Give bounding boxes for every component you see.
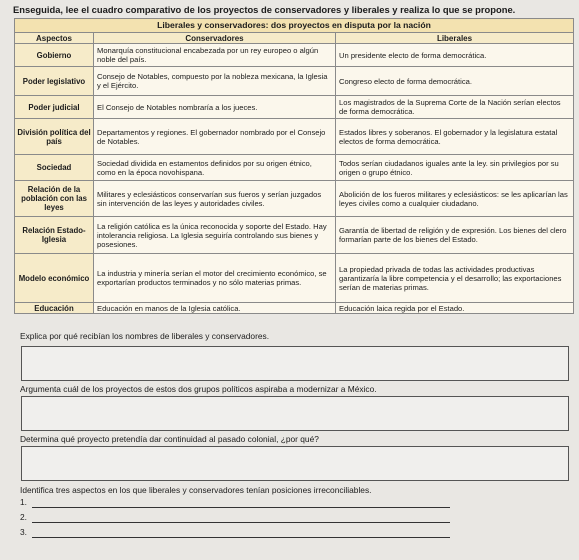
liberales-cell: La propiedad privada de todas las actividades productivas garantizaría la libre competencia y el desarrollo; las exportaciones serían de materias primas. (336, 254, 574, 303)
liberales-cell: Estados libres y soberanos. El gobernador y la legislatura estatal electos de forma democrática. (336, 119, 574, 155)
aspect-cell: Poder judicial (15, 96, 94, 119)
liberales-cell: Un presidente electo de forma democrática. (336, 44, 574, 67)
table-row (15, 155, 574, 181)
conservadores-cell: Militares y eclesiásticos conservarían sus fueros y serían juzgados sin intervención de las leyes y autoridades civiles. (94, 181, 336, 217)
table-row (15, 67, 574, 96)
column-header-aspectos: Aspectos (15, 33, 94, 44)
instruction-text: Enseguida, lee el cuadro comparativo de los proyectos de conservadores y liberales y realiza lo que se propone. (13, 4, 516, 15)
answer-line-3[interactable] (32, 525, 450, 538)
question-4-text: Identifica tres aspectos en los que liberales y conservadores tenían posiciones irreconciliables. (20, 485, 372, 495)
liberales-cell: Educación laica regida por el Estado. (336, 303, 574, 314)
liberales-cell: Congreso electo de forma democrática. (336, 67, 574, 96)
liberales-cell: Abolición de los fueros militares y eclesiásticos: se les aplicarían las leyes civiles como a cualquier ciudadano. (336, 181, 574, 217)
conservadores-cell: Sociedad dividida en estamentos definidos por su origen étnico, como en la época novohispana. (94, 155, 336, 181)
aspect-cell: Relación Estado-Iglesia (15, 217, 94, 254)
conservadores-cell: Departamentos y regiones. El gobernador nombrado por el Consejo de Notables. (94, 119, 336, 155)
answer-box-2[interactable] (21, 396, 569, 431)
answer-box-3[interactable] (21, 446, 569, 481)
answer-line-2[interactable] (32, 510, 450, 523)
column-header-liberales: Liberales (336, 33, 574, 44)
conservadores-cell: La industria y minería serían el motor del crecimiento económico, se exportarían productos terminados y no sólo materias primas. (94, 254, 336, 303)
comparison-table (14, 18, 574, 314)
aspect-cell: Poder legislativo (15, 67, 94, 96)
table-row (15, 44, 574, 67)
table-title: Liberales y conservadores: dos proyectos en disputa por la nación (15, 19, 574, 33)
aspect-cell: Sociedad (15, 155, 94, 181)
question-2-text: Argumenta cuál de los proyectos de estos dos grupos políticos aspiraba a modernizar a México. (20, 384, 377, 394)
answer-line-label-2: 2. (20, 512, 27, 522)
table-row (15, 181, 574, 217)
liberales-cell: Garantía de libertad de religión y de expresión. Los bienes del clero formarían parte de los bienes del Estado. (336, 217, 574, 254)
aspect-cell: Relación de la población con las leyes (15, 181, 94, 217)
aspect-cell: Educación (15, 303, 94, 314)
conservadores-cell: La religión católica es la única reconocida y soporte del Estado. Hay intolerancia religiosa. La Iglesia seguiría controlando sus bienes y posesiones. (94, 217, 336, 254)
question-3-text: Determina qué proyecto pretendía dar continuidad al pasado colonial, ¿por qué? (20, 434, 319, 444)
conservadores-cell: Monarquía constitucional encabezada por un rey europeo o algún noble del país. (94, 44, 336, 67)
liberales-cell: Los magistrados de la Suprema Corte de la Nación serían electos de forma democrática. (336, 96, 574, 119)
answer-line-1[interactable] (32, 495, 450, 508)
table-row (15, 303, 574, 314)
conservadores-cell: El Consejo de Notables nombraría a los jueces. (94, 96, 336, 119)
table-row (15, 96, 574, 119)
answer-line-label-3: 3. (20, 527, 27, 537)
aspect-cell: División política del país (15, 119, 94, 155)
table-row (15, 119, 574, 155)
liberales-cell: Todos serían ciudadanos iguales ante la ley. sin privilegios por su origen o grupo étnico. (336, 155, 574, 181)
aspect-cell: Modelo económico (15, 254, 94, 303)
conservadores-cell: Consejo de Notables, compuesto por la nobleza mexicana, la Iglesia y el Ejército. (94, 67, 336, 96)
answer-line-label-1: 1. (20, 497, 27, 507)
conservadores-cell: Educación en manos de la Iglesia católica. (94, 303, 336, 314)
question-1-text: Explica por qué recibían los nombres de liberales y conservadores. (20, 331, 270, 341)
table-row (15, 254, 574, 303)
table-row (15, 217, 574, 254)
column-header-conservadores: Conservadores (94, 33, 336, 44)
aspect-cell: Gobierno (15, 44, 94, 67)
answer-box-1[interactable] (21, 346, 569, 381)
